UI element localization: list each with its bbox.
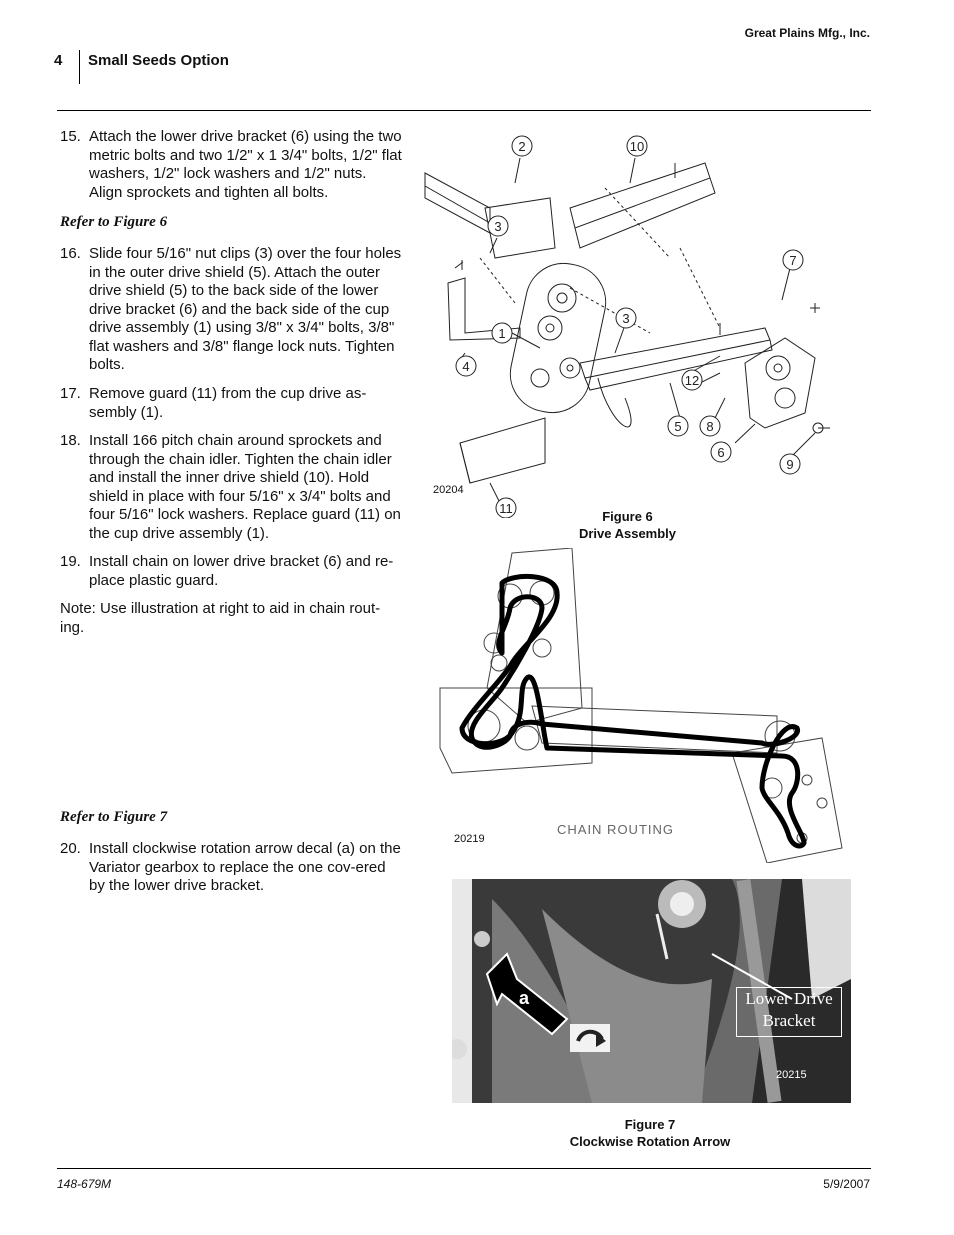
step-text: Install chain on lower drive bracket (6) and re-place plastic guard. bbox=[89, 553, 394, 589]
step-17 bbox=[60, 385, 402, 422]
step-text: Remove guard (11) from the cup drive as-sembly (1). bbox=[89, 385, 367, 421]
lower-drive-bracket-callout bbox=[736, 987, 842, 1037]
drive-assembly-illustration bbox=[420, 128, 850, 518]
document-number: 148-679M bbox=[57, 1177, 112, 1191]
step-18 bbox=[60, 432, 402, 543]
figure-6-drawing bbox=[420, 128, 850, 518]
step-text: Attach the lower drive bracket (6) using the two metric bolts and two 1/2" x 1 3/4" bolts, 1/2" flat washers, 1/2" lock washers and 1/2" nuts. Align sprockets and tighten all bolts. bbox=[89, 128, 402, 201]
section-title: Small Seeds Option bbox=[88, 52, 229, 69]
step-number: 16. bbox=[60, 245, 81, 262]
step-number: 15. bbox=[60, 128, 81, 145]
svg-text:12: 12 bbox=[684, 373, 700, 388]
refer-figure-7: Refer to Figure 7 bbox=[60, 809, 168, 825]
chain-routing-illustration bbox=[432, 548, 852, 863]
figure-7-caption bbox=[530, 1116, 770, 1150]
figure-6-label: Figure 6 bbox=[602, 509, 653, 524]
svg-text:3: 3 bbox=[622, 311, 630, 326]
top-rule bbox=[57, 110, 871, 111]
step-number: 20. bbox=[60, 840, 81, 857]
svg-text:3: 3 bbox=[494, 219, 502, 234]
document-date: 5/9/2007 bbox=[823, 1177, 870, 1191]
callout-line-2: Bracket bbox=[762, 1011, 816, 1030]
svg-text:7: 7 bbox=[789, 253, 797, 268]
svg-text:4: 4 bbox=[462, 359, 470, 374]
step-number: 19. bbox=[60, 553, 81, 570]
svg-text:5: 5 bbox=[674, 419, 682, 434]
decal-arrow-label: a bbox=[519, 988, 530, 1008]
chain-routing-drawing bbox=[432, 548, 852, 863]
svg-text:1: 1 bbox=[498, 326, 506, 341]
figure-7-label: Figure 7 bbox=[624, 1117, 676, 1132]
svg-text:11: 11 bbox=[499, 501, 513, 516]
step-20 bbox=[60, 840, 402, 896]
step-16 bbox=[60, 245, 402, 375]
refer-figure-6: Refer to Figure 6 bbox=[60, 214, 168, 230]
step-19 bbox=[60, 553, 402, 590]
chain-routing-title: CHAIN ROUTING bbox=[557, 822, 674, 837]
callout-line-1: Lower Drive bbox=[745, 989, 833, 1008]
step-number: 18. bbox=[60, 432, 81, 449]
figure-6-caption bbox=[520, 508, 735, 542]
step-text: Slide four 5/16" nut clips (3) over the four holes in the outer drive shield (5). Attach the outer drive shield (5) to the back side of the lower drive bracket (6) and the back side of the cup drive assembly (1) using 3/8" x 3/4" bolts, 3/8" flat washers and 3/8" flange lock nuts. Tighten bolts. bbox=[89, 245, 402, 373]
step-text: Install 166 pitch chain around sprockets and through the chain idler. Tighten the chain idler and install the inner drive shield (10). Hold shield in place with four 5/16" x 3/4" bolts and four 5/16" lock washers. Replace guard (11) on the cup drive assembly (1). bbox=[89, 432, 401, 542]
svg-text:10: 10 bbox=[629, 139, 645, 154]
company-name: Great Plains Mfg., Inc. bbox=[744, 26, 870, 40]
step-text: Install clockwise rotation arrow decal (a) on the Variator gearbox to replace the one cov-ered by the lower drive bracket. bbox=[89, 840, 401, 894]
bottom-rule bbox=[57, 1168, 871, 1169]
svg-text:8: 8 bbox=[706, 419, 714, 434]
svg-text:6: 6 bbox=[717, 445, 725, 460]
figure-7-title: Clockwise Rotation Arrow bbox=[569, 1134, 731, 1149]
chain-routing-note: Note: Use illustration at right to aid in chain rout-ing. bbox=[60, 600, 381, 636]
figure-6-drawing-id: 20204 bbox=[433, 484, 464, 496]
header-divider bbox=[79, 50, 80, 84]
figure-7-photo-id: 20215 bbox=[776, 1069, 807, 1081]
svg-text:9: 9 bbox=[786, 457, 794, 472]
figure-6-title: Drive Assembly bbox=[578, 526, 677, 541]
svg-text:2: 2 bbox=[518, 139, 526, 154]
step-15 bbox=[60, 128, 402, 202]
page-number: 4 bbox=[54, 52, 63, 69]
figure-7-photo bbox=[452, 879, 851, 1103]
step-number: 17. bbox=[60, 385, 81, 402]
chain-routing-drawing-id: 20219 bbox=[454, 833, 485, 845]
